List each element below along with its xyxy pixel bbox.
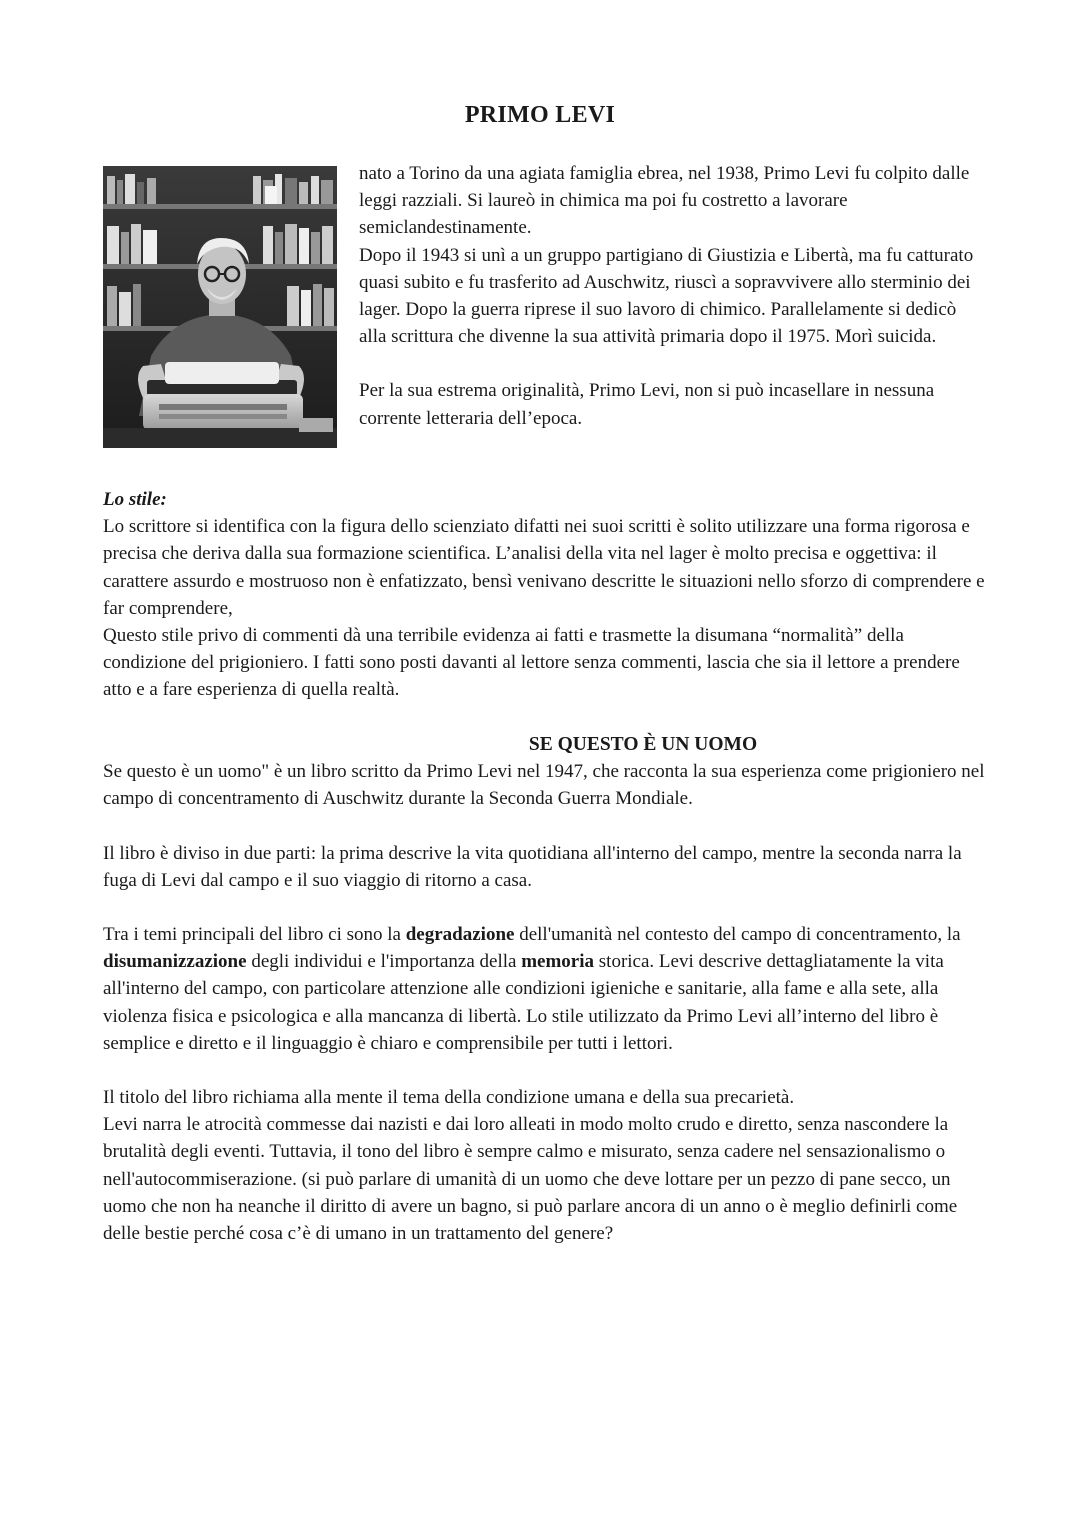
bold-term-disumanizzazione: disumanizzazione xyxy=(103,951,247,973)
book-paragraph-3 xyxy=(103,921,988,1057)
bold-term-memoria: memoria xyxy=(521,951,595,973)
book-paragraph-5: Levi narra le atrocità commesse dai nazisti e dai loro alleati in modo molto crudo e diretto, senza nascondere la brutalità degli eventi. Tuttavia, il tono del libro è sempre calmo e misurato, senza cadere nel sensazionalismo o nell'autocommiserazione. (si può parlare di umanità di un uomo che deve lottare per un pezzo di pane secco, un uomo che non ha neanche il diritto di avere un bagno, si può parlare ancora di un anno o è meglio definirli come delle bestie perché cosa c’è di umano in un trattamento del genere? xyxy=(103,1114,958,1245)
bold-term-degradazione: degradazione xyxy=(405,924,515,946)
page-title: PRIMO LEVI xyxy=(464,102,616,128)
book-paragraph-4: Il titolo del libro richiama alla mente il tema della condizione umana e della sua precarietà. xyxy=(103,1087,795,1109)
style-paragraph-1: Lo scrittore si identifica con la figura dello scienziato difatti nei suoi scritti è solito utilizzare una forma rigorosa e precisa che deriva dalla sua formazione scientifica. L’analisi della vita nel lager è molto precisa e oggettiva: il carattere assurdo e mostruoso non è enfatizzato, bensì venivano descritte le situazioni nello sforzo di comprendere e far comprendere, xyxy=(103,516,985,619)
text-run: storica. Levi descrive dettagliatamente la vita all'interno del campo, con particolare attenzione alle condizioni igieniche e sanitarie, alla fame e alla sete, alla violenza fisica e psicologica e alla mancanza di libertà. Lo stile utilizzato da Primo Levi all’interno del libro è semplice e diretto e il linguaggio è chiaro e comprensibile per tutti i lettori. xyxy=(103,951,944,1054)
author-photo xyxy=(103,166,337,448)
book-section xyxy=(103,731,988,1247)
author-intro xyxy=(359,160,984,432)
book-paragraph-1: Se questo è un uomo" è un libro scritto da Primo Levi nel 1947, che racconta la sua esperienza come prigioniero nel campo di concentramento di Auschwitz durante la Seconda Guerra Mondiale. xyxy=(103,761,985,810)
book-paragraph-2: Il libro è diviso in due parti: la prima descrive la vita quotidiana all'interno del campo, mentre la seconda narra la fuga di Levi dal campo e il suo viaggio di ritorno a casa. xyxy=(103,842,962,891)
style-section xyxy=(103,486,988,704)
style-paragraph-2: Questo stile privo di commenti dà una terribile evidenza ai fatti e trasmette la disumana “normalità” della condizione del prigioniero. I fatti sono posti davanti al lettore senza commenti, lascia che sia il lettore a prendere atto e a fare esperienza di quella realtà. xyxy=(103,625,960,701)
intro-paragraph-2: Dopo il 1943 si unì a un gruppo partigiano di Giustizia e Libertà, ma fu catturato quasi subito e fu trasferito ad Auschwitz, riuscì a sopravvivere allo sterminio dei lager. Dopo la guerra riprese il suo lavoro di chimico. Parallelamente si dedicò alla scrittura che divenne la sua attività primaria dopo il 1975. Morì suicida. xyxy=(359,244,974,348)
style-heading: Lo stile: xyxy=(103,489,167,510)
text-run: degli individui e l'importanza della xyxy=(246,951,522,973)
intro-paragraph-1: nato a Torino da una agiata famiglia ebrea, nel 1938, Primo Levi fu colpito dalle leggi razziali. Si laureò in chimica ma poi fu costretto a lavorare semiclandestinamente. xyxy=(359,163,970,239)
intro-paragraph-3: Per la sua estrema originalità, Primo Levi, non si può incasellare in nessuna corrente letteraria dell’epoca. xyxy=(359,380,935,429)
text-run: dell'umanità nel contesto del campo di concentramento, la xyxy=(514,924,961,946)
book-heading: SE QUESTO È UN UOMO xyxy=(528,734,758,755)
text-run: Tra i temi principali del libro ci sono la xyxy=(103,924,406,946)
